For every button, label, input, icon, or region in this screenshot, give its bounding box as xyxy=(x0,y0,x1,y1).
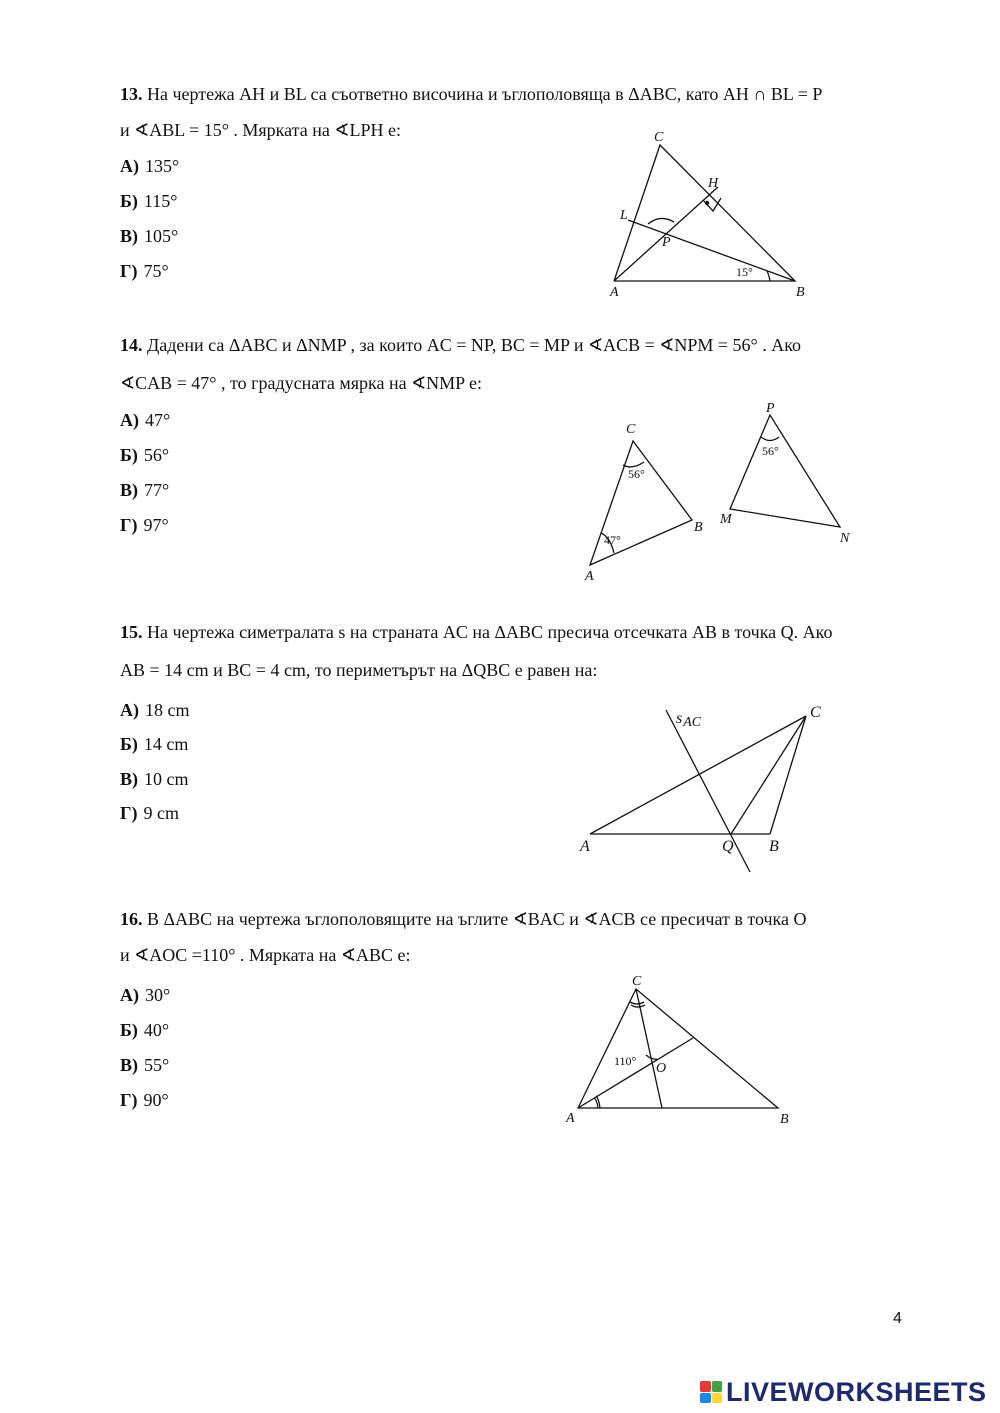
option-c[interactable]: В) 77° xyxy=(120,480,170,500)
option-a[interactable]: А) 30° xyxy=(120,985,171,1005)
option-a[interactable]: А) 47° xyxy=(120,410,171,430)
label-b: B xyxy=(694,520,703,535)
question-16-line-1: 16. В ΔABC на чертежа ъглополовящите на ъглите ∢BAC и ∢ACB се пресичат в точка O xyxy=(120,909,807,929)
option-c[interactable]: В) 105° xyxy=(120,226,179,246)
option-d[interactable]: Г) 9 cm xyxy=(120,803,179,823)
angle-label: 15° xyxy=(736,265,753,279)
label-b: B xyxy=(769,838,779,855)
option-c[interactable]: В) 10 cm xyxy=(120,769,189,789)
question-14-line-2: ∢CAB = 47° , то градусната мярка на ∢NMP е: xyxy=(120,373,482,393)
label-c: C xyxy=(654,130,664,145)
label-a: A xyxy=(585,569,594,584)
option-d[interactable]: Г) 75° xyxy=(120,261,169,281)
option-a[interactable]: А) 135° xyxy=(120,156,180,176)
option-c[interactable]: В) 55° xyxy=(120,1055,170,1075)
option-b[interactable]: Б) 56° xyxy=(120,445,170,465)
question-13-line-2: и ∢ABL = 15° . Мярката на ∢LPH е: xyxy=(120,120,401,140)
label-p: P xyxy=(662,235,671,250)
label-s: sAC xyxy=(676,710,702,730)
angle-p-label: 56° xyxy=(762,444,779,458)
brand-name: LIVEWORKSHEETS xyxy=(726,1376,987,1407)
option-d[interactable]: Г) 90° xyxy=(120,1090,169,1110)
label-p: P xyxy=(766,401,775,416)
label-q: Q xyxy=(722,838,734,855)
angle-c-label: 56° xyxy=(628,467,645,481)
question-13-line-1: 13. На чертежа AH и BL са съответно височина и ъглополовяща в ΔABC, като AH ∩ BL = P xyxy=(120,84,823,104)
question-16-line-2: и ∢AOC =110° . Мярката на ∢ABC е: xyxy=(120,945,411,965)
angle-a-label: 47° xyxy=(604,533,621,547)
label-a: A xyxy=(610,285,619,300)
label-c: C xyxy=(810,704,821,721)
label-b: B xyxy=(780,1112,789,1127)
liveworksheets-logo xyxy=(700,1377,987,1407)
option-b[interactable]: Б) 40° xyxy=(120,1020,170,1040)
label-a: A xyxy=(566,1111,575,1126)
label-n: N xyxy=(840,531,850,546)
label-c: C xyxy=(632,974,642,989)
label-a: A xyxy=(580,838,590,855)
option-d[interactable]: Г) 97° xyxy=(120,515,169,535)
option-a[interactable]: А) 18 cm xyxy=(120,700,190,720)
question-15-line-1: 15. На чертежа симетралата s на страната AC на ΔABC пресича отсечката AB в точка Q. Ако xyxy=(120,622,833,642)
label-l: L xyxy=(620,208,628,223)
logo-icon xyxy=(700,1381,722,1403)
label-m: M xyxy=(720,512,732,527)
angle-label: 110° xyxy=(614,1054,637,1068)
label-c: C xyxy=(626,422,636,437)
label-h: H xyxy=(708,176,719,191)
option-b[interactable]: Б) 115° xyxy=(120,191,178,211)
question-15-line-2: AB = 14 cm и BC = 4 cm, то периметърът на ΔQBC е равен на: xyxy=(120,660,598,680)
label-o: O xyxy=(656,1061,667,1076)
question-14-line-1: 14. Дадени са ΔABC и ΔNMP , за които AC = NP, BC = MP и ∢ACB = ∢NPM = 56° . Ако xyxy=(120,335,802,355)
page-number: 4 xyxy=(893,1310,902,1327)
label-b: B xyxy=(796,285,805,300)
option-b[interactable]: Б) 14 cm xyxy=(120,734,189,754)
